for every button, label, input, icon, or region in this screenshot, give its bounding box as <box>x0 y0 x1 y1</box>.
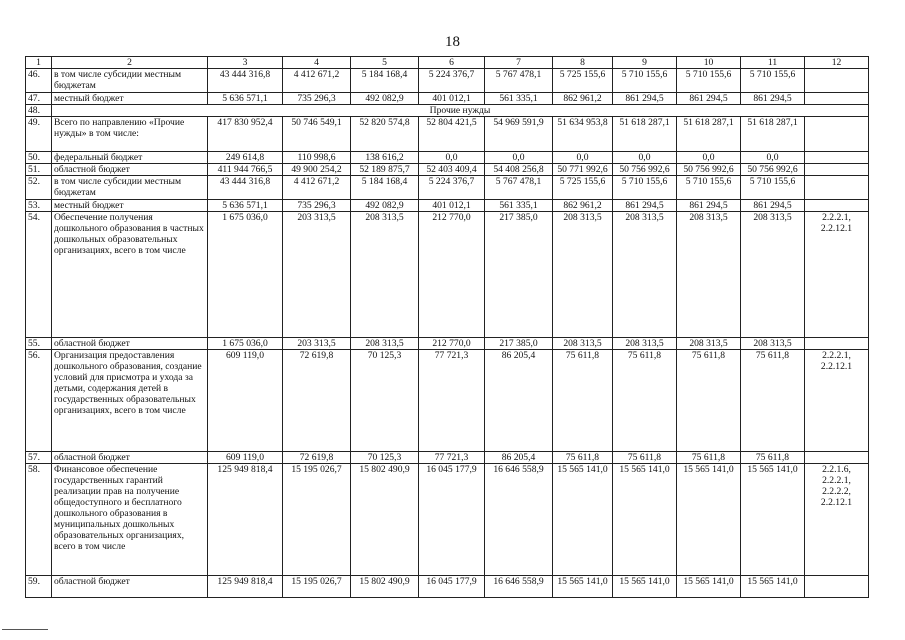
value-cell: 5 710 155,6 <box>677 69 741 93</box>
value-cell: 4 412 671,2 <box>283 176 351 200</box>
value-cell: 861 294,5 <box>677 200 741 212</box>
row-number: 52. <box>26 176 52 200</box>
row-number: 50. <box>26 152 52 164</box>
value-cell: 5 224 376,7 <box>419 69 485 93</box>
value-cell: 5 725 155,6 <box>553 176 613 200</box>
code-cell <box>805 576 869 598</box>
code-cell <box>805 117 869 152</box>
budget-table <box>25 56 869 598</box>
value-cell: 417 830 952,4 <box>208 117 283 152</box>
code-cell <box>805 176 869 200</box>
value-cell: 51 618 287,1 <box>741 117 805 152</box>
value-cell: 203 313,5 <box>283 212 351 338</box>
header-cell: 11 <box>741 57 805 69</box>
value-cell: 0,0 <box>419 152 485 164</box>
header-cell: 12 <box>805 57 869 69</box>
value-cell: 52 189 875,7 <box>351 164 419 176</box>
value-cell: 208 313,5 <box>351 338 419 350</box>
value-cell: 16 646 558,9 <box>485 576 553 598</box>
value-cell: 0,0 <box>485 152 553 164</box>
row-name: областной бюджет <box>52 452 208 464</box>
value-cell: 15 565 141,0 <box>613 576 677 598</box>
table-row <box>26 212 869 338</box>
section-title: Прочие нужды <box>52 105 869 117</box>
value-cell: 15 195 026,7 <box>283 464 351 576</box>
value-cell: 861 294,5 <box>677 93 741 105</box>
value-cell: 15 802 490,9 <box>351 576 419 598</box>
table-row <box>26 117 869 152</box>
value-cell: 0,0 <box>677 152 741 164</box>
header-cell: 7 <box>485 57 553 69</box>
row-name: федеральный бюджет <box>52 152 208 164</box>
value-cell: 208 313,5 <box>553 212 613 338</box>
value-cell: 401 012,1 <box>419 200 485 212</box>
value-cell: 70 125,3 <box>351 350 419 452</box>
code-cell <box>805 93 869 105</box>
code-cell <box>805 338 869 350</box>
value-cell: 43 444 316,8 <box>208 176 283 200</box>
row-number: 48. <box>26 105 52 117</box>
value-cell: 492 082,9 <box>351 200 419 212</box>
row-name: в том числе субсидии местным бюджетам <box>52 176 208 200</box>
row-name: местный бюджет <box>52 93 208 105</box>
value-cell: 212 770,0 <box>419 338 485 350</box>
row-name: в том числе субсидии местным бюджетам <box>52 69 208 93</box>
table-row <box>26 350 869 452</box>
value-cell: 75 611,8 <box>741 452 805 464</box>
value-cell: 208 313,5 <box>677 212 741 338</box>
header-cell: 8 <box>553 57 613 69</box>
value-cell: 609 119,0 <box>208 452 283 464</box>
value-cell: 411 944 766,5 <box>208 164 283 176</box>
value-cell: 110 998,6 <box>283 152 351 164</box>
value-cell: 72 619,8 <box>283 452 351 464</box>
header-cell: 9 <box>613 57 677 69</box>
value-cell: 75 611,8 <box>613 452 677 464</box>
header-cell: 6 <box>419 57 485 69</box>
value-cell: 15 565 141,0 <box>677 464 741 576</box>
value-cell: 862 961,2 <box>553 200 613 212</box>
value-cell: 75 611,8 <box>613 350 677 452</box>
value-cell: 75 611,8 <box>553 350 613 452</box>
row-number: 54. <box>26 212 52 338</box>
row-number: 47. <box>26 93 52 105</box>
value-cell: 75 611,8 <box>677 350 741 452</box>
row-number: 46. <box>26 69 52 93</box>
section-row <box>26 105 869 117</box>
value-cell: 5 767 478,1 <box>485 176 553 200</box>
value-cell: 5 710 155,6 <box>741 69 805 93</box>
value-cell: 15 195 026,7 <box>283 576 351 598</box>
table-row <box>26 452 869 464</box>
value-cell: 50 771 992,6 <box>553 164 613 176</box>
table-row <box>26 152 869 164</box>
value-cell: 208 313,5 <box>741 212 805 338</box>
table-row <box>26 164 869 176</box>
value-cell: 5 710 155,6 <box>677 176 741 200</box>
value-cell: 50 746 549,1 <box>283 117 351 152</box>
value-cell: 15 565 141,0 <box>613 464 677 576</box>
value-cell: 51 634 953,8 <box>553 117 613 152</box>
value-cell: 1 675 036,0 <box>208 212 283 338</box>
bottom-rule <box>2 629 48 630</box>
row-number: 55. <box>26 338 52 350</box>
value-cell: 77 721,3 <box>419 350 485 452</box>
row-number: 57. <box>26 452 52 464</box>
value-cell: 0,0 <box>741 152 805 164</box>
header-cell: 4 <box>283 57 351 69</box>
value-cell: 50 756 992,6 <box>613 164 677 176</box>
value-cell: 43 444 316,8 <box>208 69 283 93</box>
row-name: Финансовое обеспечение государственных гарантий реализации прав на получение общедоступного и бесплатного дошкольного образования в муниципальных дошкольных образовательных организациях, всего в том числе <box>52 464 208 576</box>
table-row <box>26 338 869 350</box>
value-cell: 208 313,5 <box>677 338 741 350</box>
code-cell: 2.2.1.6, 2.2.2.1, 2.2.2.2, 2.2.12.1 <box>805 464 869 576</box>
value-cell: 5 184 168,4 <box>351 69 419 93</box>
value-cell: 16 646 558,9 <box>485 464 553 576</box>
value-cell: 561 335,1 <box>485 200 553 212</box>
value-cell: 15 565 141,0 <box>553 464 613 576</box>
page-number: 18 <box>445 34 460 50</box>
value-cell: 1 675 036,0 <box>208 338 283 350</box>
value-cell: 401 012,1 <box>419 93 485 105</box>
header-row <box>26 57 869 69</box>
value-cell: 208 313,5 <box>351 212 419 338</box>
value-cell: 75 611,8 <box>553 452 613 464</box>
value-cell: 862 961,2 <box>553 93 613 105</box>
value-cell: 208 313,5 <box>553 338 613 350</box>
table-row <box>26 464 869 576</box>
value-cell: 0,0 <box>613 152 677 164</box>
value-cell: 70 125,3 <box>351 452 419 464</box>
value-cell: 208 313,5 <box>741 338 805 350</box>
value-cell: 208 313,5 <box>613 338 677 350</box>
value-cell: 861 294,5 <box>613 200 677 212</box>
code-cell: 2.2.2.1, 2.2.12.1 <box>805 350 869 452</box>
value-cell: 72 619,8 <box>283 350 351 452</box>
value-cell: 5 636 571,1 <box>208 200 283 212</box>
value-cell: 16 045 177,9 <box>419 464 485 576</box>
row-number: 51. <box>26 164 52 176</box>
row-number: 53. <box>26 200 52 212</box>
value-cell: 86 205,4 <box>485 350 553 452</box>
value-cell: 138 616,2 <box>351 152 419 164</box>
value-cell: 51 618 287,1 <box>613 117 677 152</box>
row-name: Обеспечение получения дошкольного образования в частных дошкольных образовательных организациях, всего в том числе <box>52 212 208 338</box>
header-cell: 5 <box>351 57 419 69</box>
value-cell: 125 949 818,4 <box>208 576 283 598</box>
row-number: 49. <box>26 117 52 152</box>
row-number: 58. <box>26 464 52 576</box>
value-cell: 15 802 490,9 <box>351 464 419 576</box>
value-cell: 609 119,0 <box>208 350 283 452</box>
value-cell: 861 294,5 <box>741 93 805 105</box>
header-cell: 3 <box>208 57 283 69</box>
value-cell: 49 900 254,2 <box>283 164 351 176</box>
code-cell <box>805 69 869 93</box>
value-cell: 861 294,5 <box>613 93 677 105</box>
value-cell: 50 756 992,6 <box>741 164 805 176</box>
row-number: 59. <box>26 576 52 598</box>
row-number: 56. <box>26 350 52 452</box>
value-cell: 217 385,0 <box>485 338 553 350</box>
value-cell: 15 565 141,0 <box>553 576 613 598</box>
value-cell: 0,0 <box>553 152 613 164</box>
code-cell <box>805 152 869 164</box>
code-cell <box>805 164 869 176</box>
table-row <box>26 576 869 598</box>
table-row <box>26 200 869 212</box>
value-cell: 51 618 287,1 <box>677 117 741 152</box>
code-cell: 2.2.2.1, 2.2.12.1 <box>805 212 869 338</box>
header-cell: 2 <box>52 57 208 69</box>
value-cell: 5 710 155,6 <box>613 176 677 200</box>
row-name: Всего по направлению «Прочие нужды» в том числе: <box>52 117 208 152</box>
row-name: местный бюджет <box>52 200 208 212</box>
header-cell: 1 <box>26 57 52 69</box>
value-cell: 5 184 168,4 <box>351 176 419 200</box>
value-cell: 75 611,8 <box>741 350 805 452</box>
value-cell: 52 804 421,5 <box>419 117 485 152</box>
row-name: Организация предоставления дошкольного образования, создание условий для присмотра и ухода за детьми, содержания детей в государственных образовательных организациях, всего в том числе <box>52 350 208 452</box>
value-cell: 125 949 818,4 <box>208 464 283 576</box>
value-cell: 5 725 155,6 <box>553 69 613 93</box>
row-name: областной бюджет <box>52 338 208 350</box>
value-cell: 5 710 155,6 <box>741 176 805 200</box>
value-cell: 561 335,1 <box>485 93 553 105</box>
value-cell: 5 710 155,6 <box>613 69 677 93</box>
value-cell: 15 565 141,0 <box>677 576 741 598</box>
value-cell: 15 565 141,0 <box>741 576 805 598</box>
value-cell: 217 385,0 <box>485 212 553 338</box>
value-cell: 735 296,3 <box>283 93 351 105</box>
value-cell: 492 082,9 <box>351 93 419 105</box>
value-cell: 735 296,3 <box>283 200 351 212</box>
row-name: областной бюджет <box>52 576 208 598</box>
table-row <box>26 69 869 93</box>
value-cell: 208 313,5 <box>613 212 677 338</box>
value-cell: 52 403 409,4 <box>419 164 485 176</box>
row-name: областной бюджет <box>52 164 208 176</box>
header-cell: 10 <box>677 57 741 69</box>
value-cell: 249 614,8 <box>208 152 283 164</box>
value-cell: 5 636 571,1 <box>208 93 283 105</box>
value-cell: 50 756 992,6 <box>677 164 741 176</box>
value-cell: 52 820 574,8 <box>351 117 419 152</box>
table-row <box>26 93 869 105</box>
value-cell: 86 205,4 <box>485 452 553 464</box>
value-cell: 861 294,5 <box>741 200 805 212</box>
code-cell <box>805 452 869 464</box>
value-cell: 4 412 671,2 <box>283 69 351 93</box>
value-cell: 5 224 376,7 <box>419 176 485 200</box>
value-cell: 75 611,8 <box>677 452 741 464</box>
value-cell: 54 969 591,9 <box>485 117 553 152</box>
value-cell: 54 408 256,8 <box>485 164 553 176</box>
value-cell: 15 565 141,0 <box>741 464 805 576</box>
value-cell: 16 045 177,9 <box>419 576 485 598</box>
value-cell: 212 770,0 <box>419 212 485 338</box>
code-cell <box>805 200 869 212</box>
value-cell: 77 721,3 <box>419 452 485 464</box>
value-cell: 203 313,5 <box>283 338 351 350</box>
value-cell: 5 767 478,1 <box>485 69 553 93</box>
table-row <box>26 176 869 200</box>
